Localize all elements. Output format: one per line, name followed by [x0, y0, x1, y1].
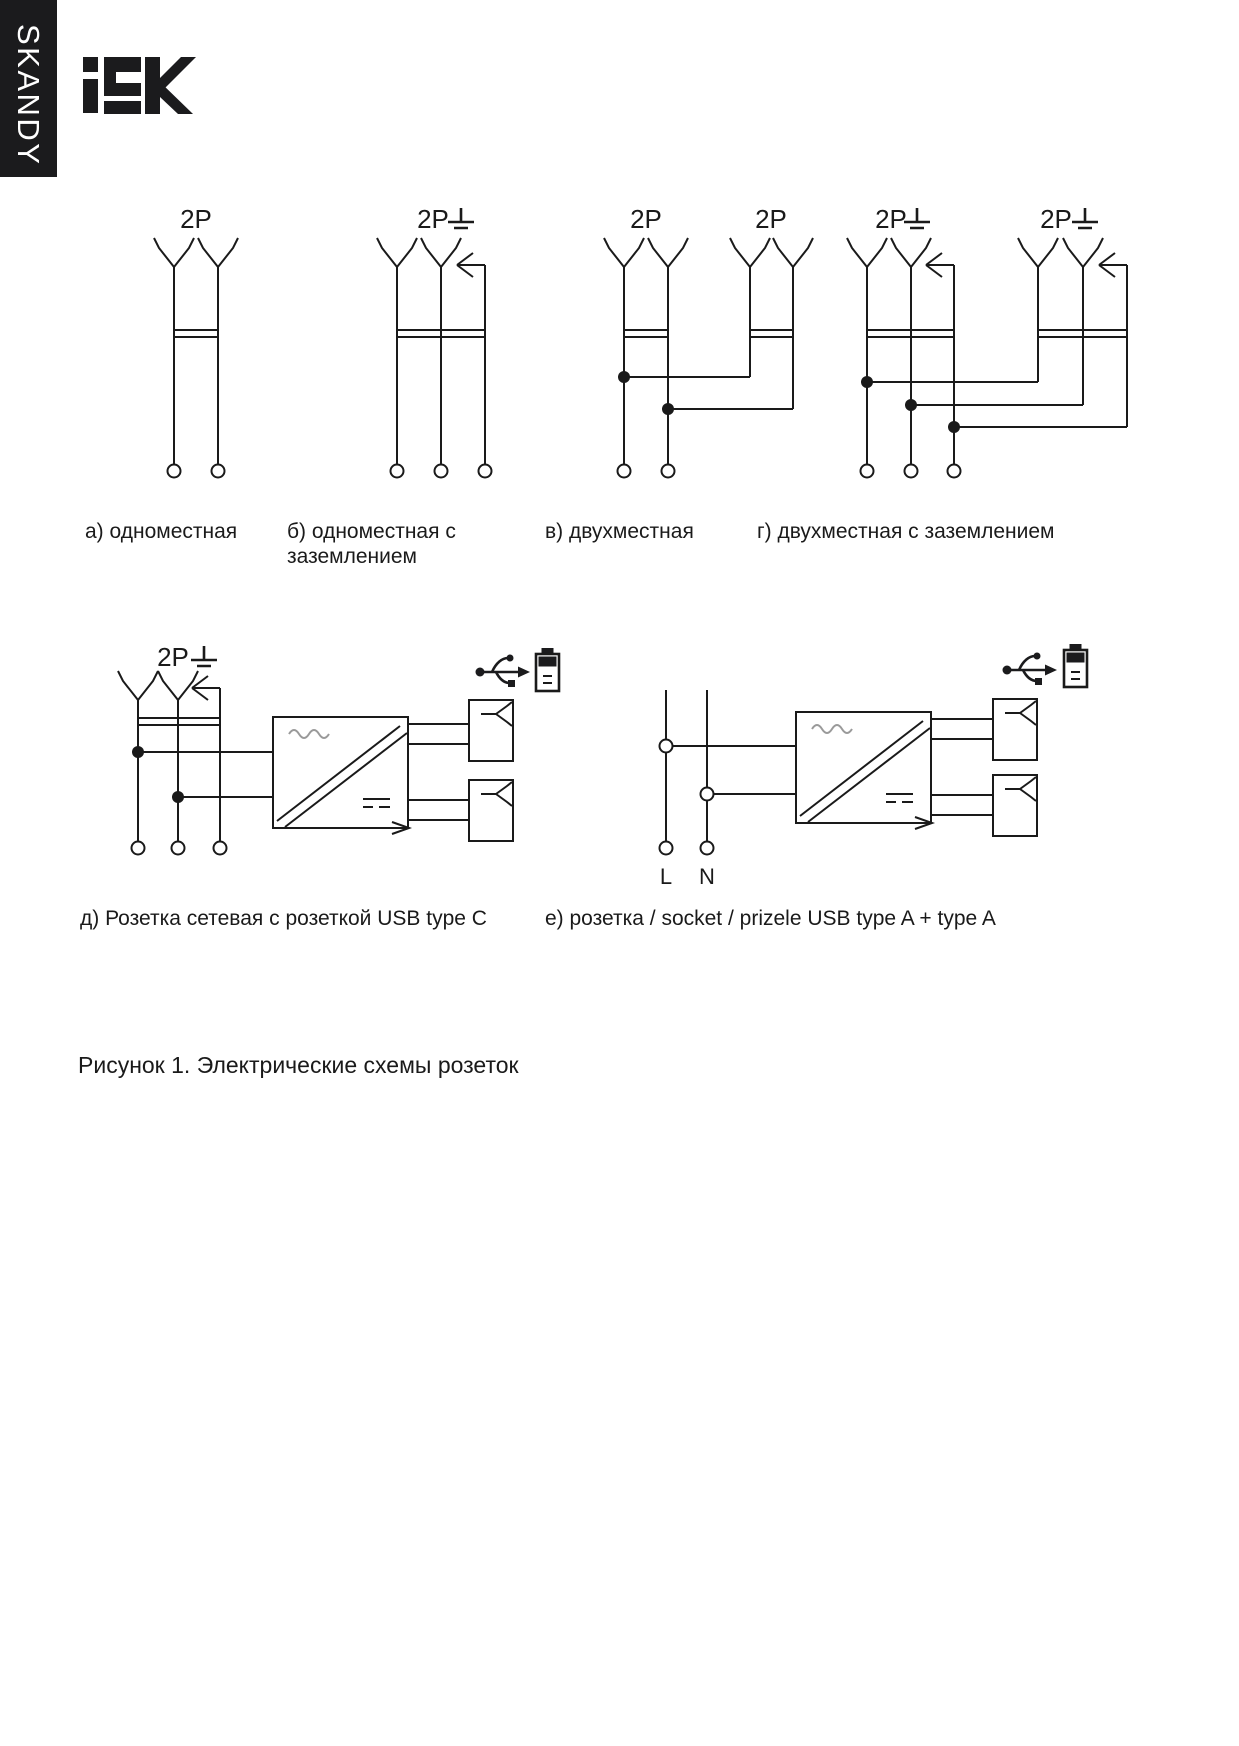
diagram-a-single-socket — [154, 204, 238, 478]
socket-contact-icon — [118, 671, 158, 700]
line-label: L — [659, 864, 673, 889]
socket-contact-icon — [198, 238, 238, 267]
earth-ground-icon — [1072, 208, 1098, 228]
terminal — [391, 465, 404, 478]
caption-diagram-a: а) одноместная — [85, 520, 238, 543]
earth-ground-icon — [448, 208, 474, 228]
battery-icon — [1064, 644, 1087, 687]
terminal — [618, 465, 631, 478]
earth-contact-arrow-icon — [192, 676, 220, 700]
ac-dc-converter-box — [273, 717, 409, 834]
socket-contact-icon — [730, 238, 770, 267]
terminal — [212, 465, 225, 478]
socket-contact-icon — [891, 238, 931, 267]
earth-contact-arrow-icon — [457, 253, 485, 277]
socket-contact-icon — [421, 238, 461, 267]
socket-contact-icon — [648, 238, 688, 267]
socket-contact-icon — [847, 238, 887, 267]
conductor-lines — [174, 267, 218, 464]
earth-contact-arrow-icon — [926, 253, 954, 277]
usb-trident-icon — [1003, 653, 1058, 686]
terminal — [948, 465, 961, 478]
pole-label: 2P — [875, 204, 907, 234]
terminal — [701, 842, 714, 855]
pole-label: 2P — [157, 642, 189, 672]
diagram-g-double-socket-earthed — [847, 204, 1127, 478]
terminal — [660, 842, 673, 855]
earth-contact-arrow-icon — [1099, 253, 1127, 277]
junction-dot — [618, 371, 630, 383]
socket-contact-icon — [1018, 238, 1058, 267]
socket-contact-icon — [154, 238, 194, 267]
battery-icon — [536, 648, 559, 691]
terminal — [662, 465, 675, 478]
output-wires — [408, 724, 469, 820]
ac-dc-converter-box — [796, 712, 932, 829]
caption-diagram-d: д) Розетка сетевая с розеткой USB type C — [80, 907, 487, 930]
terminal — [861, 465, 874, 478]
socket-contact-icon — [604, 238, 644, 267]
tap-node — [660, 740, 673, 753]
junction-dot — [905, 399, 917, 411]
terminal — [214, 842, 227, 855]
diagram-b-single-socket-earthed — [377, 204, 492, 478]
pole-label: 2P — [417, 204, 449, 234]
conductor-lines — [138, 688, 220, 841]
terminal — [435, 465, 448, 478]
feed-wires — [138, 752, 273, 797]
usb-port-box — [993, 775, 1037, 836]
caption-diagram-e: е) розетка / socket / prizele USB type A + type A — [545, 907, 996, 930]
junction-dot — [132, 746, 144, 758]
socket-contact-icon — [1063, 238, 1103, 267]
usb-port-box — [993, 699, 1037, 760]
conductor-lines — [624, 267, 793, 464]
pole-label: 2P — [755, 204, 787, 234]
usb-port-box — [469, 700, 513, 761]
socket-contact-icon — [773, 238, 813, 267]
socket-base-bars — [174, 330, 218, 337]
caption-diagram-b-line1: б) одноместная с — [287, 520, 456, 543]
pole-label: 2P — [1040, 204, 1072, 234]
conductor-lines — [397, 265, 485, 464]
conductor-lines — [867, 265, 1127, 464]
earth-ground-icon — [191, 646, 217, 666]
diagram-v-double-socket — [604, 204, 813, 478]
junction-dot — [948, 421, 960, 433]
caption-diagram-v: в) двухместная — [545, 520, 694, 543]
terminal — [905, 465, 918, 478]
socket-contact-icon — [158, 671, 198, 700]
diagram-e-socket-usb-type-a — [660, 644, 1088, 889]
socket-base-bars — [624, 330, 793, 337]
pole-label: 2P — [180, 204, 212, 234]
output-wires — [931, 719, 993, 815]
terminal — [479, 465, 492, 478]
pole-label: 2P — [630, 204, 662, 234]
caption-diagram-b — [287, 519, 456, 569]
brand-vertical-label: SKANDY — [11, 24, 46, 167]
socket-base-bars — [867, 330, 1127, 337]
terminal — [168, 465, 181, 478]
terminal — [172, 842, 185, 855]
feed-wires — [673, 746, 796, 794]
usb-trident-icon — [476, 655, 531, 688]
tap-node — [701, 788, 714, 801]
junction-dot — [172, 791, 184, 803]
terminal — [132, 842, 145, 855]
junction-dot — [662, 403, 674, 415]
figure-caption: Рисунок 1. Электрические схемы розеток — [78, 1052, 519, 1078]
usb-port-box — [469, 780, 513, 841]
caption-diagram-g: г) двухместная с заземлением — [757, 520, 1055, 543]
caption-diagram-b-line2: заземлением — [287, 545, 417, 568]
bridge-wires — [624, 377, 793, 409]
earth-ground-icon — [904, 208, 930, 228]
junction-dot — [861, 376, 873, 388]
diagram-d-socket-usb-type-c — [118, 642, 559, 855]
conductor-lines — [666, 690, 707, 841]
socket-contact-icon — [377, 238, 417, 267]
neutral-label: N — [699, 864, 715, 889]
